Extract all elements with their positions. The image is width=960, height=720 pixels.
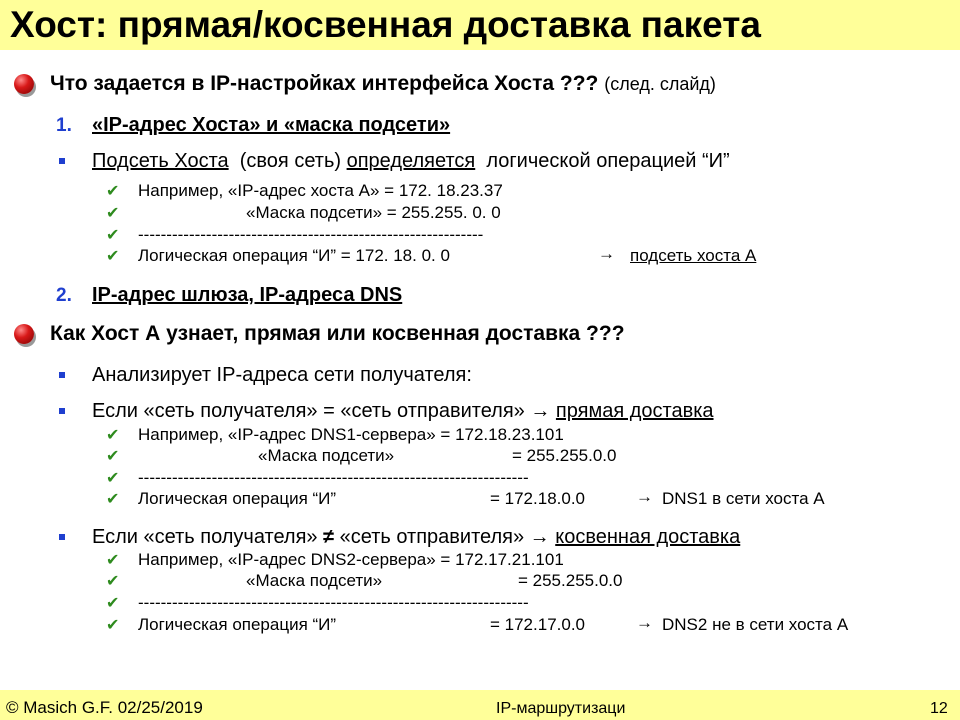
example-line: «Маска подсети» — [258, 446, 395, 465]
item2-text: IP-адрес шлюза, IP-адреса DNS — [92, 284, 403, 306]
example-line: Например, «IP-адрес DNS1-сервера» = 172.18.23.101 — [138, 425, 564, 444]
example-line: ------------------------------------------------------------- — [138, 225, 484, 244]
example-result: подсеть хоста А — [630, 246, 757, 265]
square-bullet-icon — [59, 534, 65, 540]
example-line: «Маска подсети» — [246, 571, 383, 590]
example-line: Например, «IP-адрес DNS2-сервера» = 172.17.21.101 — [138, 550, 564, 569]
arrow-right-icon: → — [530, 400, 551, 422]
arrow-right-icon: → — [598, 244, 615, 263]
check-icon: ✔ — [106, 552, 120, 569]
check-icon: ✔ — [106, 183, 120, 200]
example-line: «Маска подсети» = 255.255. 0. 0 — [246, 203, 501, 222]
check-icon: ✔ — [106, 427, 120, 444]
indirect-line: Если «сеть получателя» ≠ «сеть отправителя» → косвенная доставка — [92, 526, 741, 548]
item1-text: «IP-адрес Хоста» и «маска подсети» — [92, 114, 451, 136]
arrow-right-icon: → — [636, 487, 653, 506]
check-icon: ✔ — [106, 595, 120, 612]
section2-heading: Как Хост А узнает, прямая или косвенная доставка ??? — [50, 322, 625, 345]
check-icon: ✔ — [106, 205, 120, 222]
page-number: 12 — [930, 700, 948, 717]
example-line: Например, «IP-адрес хоста А» = 172. 18.23.37 — [138, 181, 503, 200]
check-icon: ✔ — [106, 248, 120, 265]
not-equal-icon: ≠ — [323, 526, 335, 548]
red-ball-bullet-icon — [14, 74, 34, 94]
square-bullet-icon — [59, 158, 65, 164]
subnet-line: Подсеть Хоста (своя сеть) определяется логической операцией “И” — [92, 150, 730, 172]
example-value: = 255.255.0.0 — [518, 571, 623, 590]
footer-topic: IP-маршрутизаци — [496, 700, 626, 717]
square-bullet-icon — [59, 408, 65, 414]
square-bullet-icon — [59, 372, 65, 378]
example-value: = 172.18.0.0 — [490, 489, 586, 508]
analyze-line: Анализирует IP-адреса сети получателя: — [92, 364, 472, 386]
example-line: --------------------------------------------------------------------- — [138, 593, 529, 612]
example-value: = 172.17.0.0 — [490, 615, 586, 634]
item-number: 2. — [56, 285, 72, 306]
check-icon: ✔ — [106, 470, 120, 487]
check-icon: ✔ — [106, 227, 120, 244]
example-value: = 255.255.0.0 — [512, 446, 617, 465]
example-line: Логическая операция “И” — [138, 489, 337, 508]
arrow-right-icon: → — [529, 526, 550, 548]
item-number: 1. — [56, 115, 72, 136]
heading-note: (след. слайд) — [604, 74, 716, 94]
footer-bar — [0, 690, 960, 720]
section1-heading: Что задается в IP-настройках интерфейса Хоста ??? (след. слайд) — [50, 72, 716, 95]
red-ball-bullet-icon — [14, 324, 34, 344]
direct-line: Если «сеть получателя» = «сеть отправителя» → прямая доставка — [92, 400, 714, 422]
example-line: Логическая операция “И” — [138, 615, 337, 634]
check-icon: ✔ — [106, 573, 120, 590]
example-line: Логическая операция “И” = 172. 18. 0. 0 — [138, 246, 450, 265]
check-icon: ✔ — [106, 448, 120, 465]
check-icon: ✔ — [106, 617, 120, 634]
example-result: DNS2 не в сети хоста А — [662, 615, 849, 634]
example-line: --------------------------------------------------------------------- — [138, 468, 529, 487]
arrow-right-icon: → — [636, 613, 653, 632]
title-bar — [0, 0, 960, 50]
check-icon: ✔ — [106, 491, 120, 508]
example-result: DNS1 в сети хоста А — [662, 489, 825, 508]
footer-copyright: © Masich G.F. 02/25/2019 — [6, 698, 203, 717]
slide-title: Хост: прямая/косвенная доставка пакета — [10, 4, 761, 45]
